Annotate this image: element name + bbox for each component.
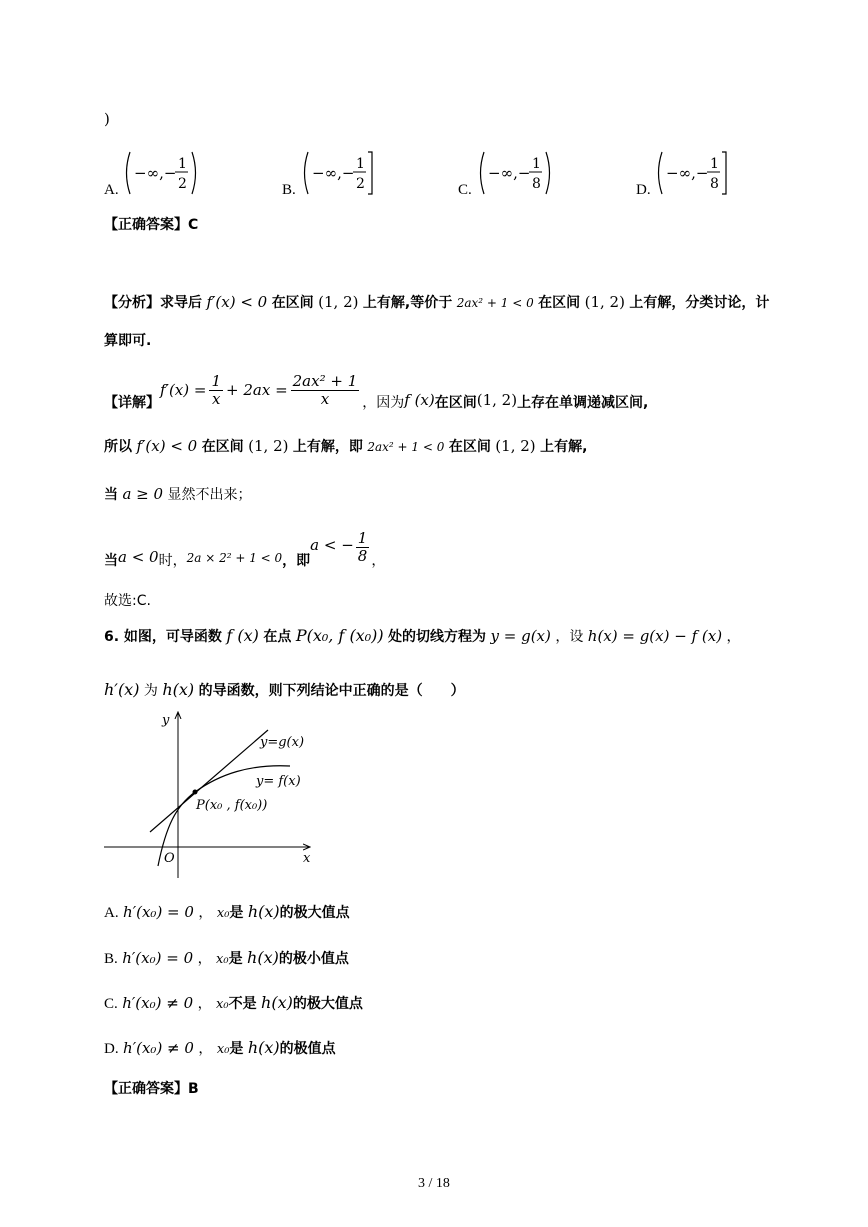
numerator: 1 [357,528,368,547]
analysis-text: 在区间 [271,295,314,311]
interval-a [122,150,202,196]
question-text: 为 [143,683,158,699]
detail-text: 所以 [104,439,132,455]
math: h′(x₀) ≠ 0 [123,1039,194,1057]
separator: ， [197,951,212,967]
math: + 2ax = [226,381,288,399]
denominator: x [212,389,221,408]
fraction [209,373,223,408]
math: a ≥ 0 [122,485,164,503]
q6-option-c [104,993,363,1013]
y-axis-label: y [162,713,170,728]
numerator: 1 [211,371,222,390]
question-text: 在点 [263,629,292,645]
point-label: P(x₀ , f(x₀)) [196,798,268,813]
fraction [291,373,360,408]
math: x₀ [216,1042,230,1057]
answer-value: C [188,217,199,233]
separator: ， [197,996,212,1012]
option-letter: C. [104,996,118,1012]
math: h(x) = g(x) − f (x) [587,627,723,645]
f-curve-label: y= f(x) [256,774,301,789]
detail-text: 上有解，即 [292,439,363,455]
detail-text: 当 [104,553,118,569]
denominator: 8 [357,546,368,565]
fraction [356,530,370,565]
math: h′(x₀) ≠ 0 [122,994,194,1012]
analysis-line-2: 算即可. [104,333,152,349]
option-letter: B. [104,951,118,967]
option-letter: D. [104,1041,119,1057]
math: x₀ [216,997,229,1012]
svg-text:1: 1 [178,156,187,172]
math: h(x) [247,902,280,921]
analysis-text: 上有解，分类讨论，计 [629,295,770,311]
math: h(x) [247,948,279,967]
math: f′(x) = [160,381,207,399]
svg-text:−∞,−: −∞,− [134,164,177,182]
answer-value: B [188,1081,199,1097]
detail-line-5: 故选:C. [104,593,151,609]
math: P(x₀, f (x₀)) [295,626,384,645]
detail-text: 在区间 [434,395,477,411]
denominator: x [320,389,330,408]
interval-b [300,150,380,196]
detail-text: 上有解, [540,439,588,455]
option-text: 的极大值点 [279,905,350,921]
question-text: 6. 如图，可导函数 [104,629,222,645]
detail-text: ， [371,553,386,569]
math: a < 0 [118,548,159,566]
svg-text:−∞,−: −∞,− [666,164,709,182]
detail-text: 上存在单调递减区间, [517,395,649,411]
math: 2ax² + 1 < 0 [456,296,534,310]
origin-label: O [164,851,175,866]
analysis-line-1 [104,292,769,312]
tangent-line-g [150,730,268,832]
analysis-text: 求导后 [160,295,202,311]
svg-text:−∞,−: −∞,− [488,164,531,182]
detail-text: ，因为 [362,395,405,411]
stray-paren: ) [104,110,110,128]
math: h′(x₀) = 0 [122,949,194,967]
analysis-label: 【分析】 [104,295,160,311]
math: (1, 2) [584,293,625,311]
q5-answer [104,214,198,234]
math: f′(x) < 0 [136,437,198,455]
q6-option-d [104,1038,336,1058]
option-letter: B. [282,182,296,198]
option-text: 不是 [228,996,257,1012]
option-text: 是 [229,905,244,921]
page-number: 3 / 18 [418,1176,450,1191]
q6-option-a [104,902,350,922]
option-text: 是 [229,1041,244,1057]
detail-text: ，即 [282,553,311,569]
option-letter: A. [104,905,119,921]
detail-line-4 [104,524,385,570]
math: (1, 2) [495,437,536,455]
q6-stem-line-2 [104,680,465,700]
svg-text:−∞,−: −∞,− [312,164,355,182]
math: h(x) [261,993,293,1012]
svg-text:8: 8 [710,176,719,192]
q6-option-b [104,948,349,968]
separator: ， [198,905,213,921]
math: x₀ [216,906,230,921]
question-text: ， [726,629,741,645]
detail-text: 在区间 [201,439,244,455]
option-letter: C. [458,182,472,198]
math: a < − [310,536,354,554]
tangent-graph [100,706,320,882]
option-text: 的极大值点 [292,996,363,1012]
numerator: 2ax² + 1 [292,371,358,390]
answer-label: 【正确答案】 [104,217,188,233]
detail-text: 当 [104,487,118,503]
analysis-text: 在区间 [538,295,581,311]
answer-label: 【正确答案】 [104,1081,188,1097]
math: h(x) [162,680,195,699]
option-text: 的极值点 [279,1041,336,1057]
math: h(x) [247,1038,280,1057]
svg-text:1: 1 [532,156,541,172]
detail-text: 时， [158,553,187,569]
option-text: 的极小值点 [278,951,349,967]
math: h′(x₀) = 0 [123,903,194,921]
svg-text:8: 8 [532,176,541,192]
math: f (x) [404,391,435,409]
question-text: 的导函数，则下列结论中正确的是（ ） [198,683,465,699]
detail-line-2 [104,436,587,456]
option-text: 是 [228,951,243,967]
g-curve-label: y=g(x) [260,735,305,750]
svg-text:1: 1 [710,156,719,172]
analysis-text: 上有解,等价于 [362,295,453,311]
q6-stem-line-1 [104,626,741,646]
detail-label: 【详解】 [104,395,160,411]
tangent-point [193,790,198,795]
x-axis-label: x [303,851,311,866]
question-text: 处的切线方程为 [388,629,487,645]
interval-c [476,150,556,196]
math: x₀ [216,952,229,967]
detail-text: 在区间 [448,439,491,455]
option-letter: A. [104,182,119,198]
math: h′(x) [104,680,140,699]
svg-text:1: 1 [356,156,365,172]
math: f (x) [226,626,259,645]
separator: ， [198,1041,213,1057]
svg-text:2: 2 [178,176,187,192]
question-text: ，设 [555,629,584,645]
detail-text: 显然不出来； [167,487,252,503]
svg-text:2: 2 [356,176,365,192]
math: 2ax² + 1 < 0 [367,440,445,454]
detail-line-1 [104,368,648,412]
math: (1, 2) [318,293,359,311]
math: y = g(x) [490,627,551,645]
interval-d [654,150,734,196]
math: (1, 2) [476,391,518,409]
option-letter: D. [636,182,651,198]
q6-answer [104,1078,199,1098]
math: f′(x) < 0 [206,293,268,311]
math: 2a × 2² + 1 < 0 [186,551,283,565]
math: (1, 2) [248,437,289,455]
detail-line-3 [104,484,252,504]
